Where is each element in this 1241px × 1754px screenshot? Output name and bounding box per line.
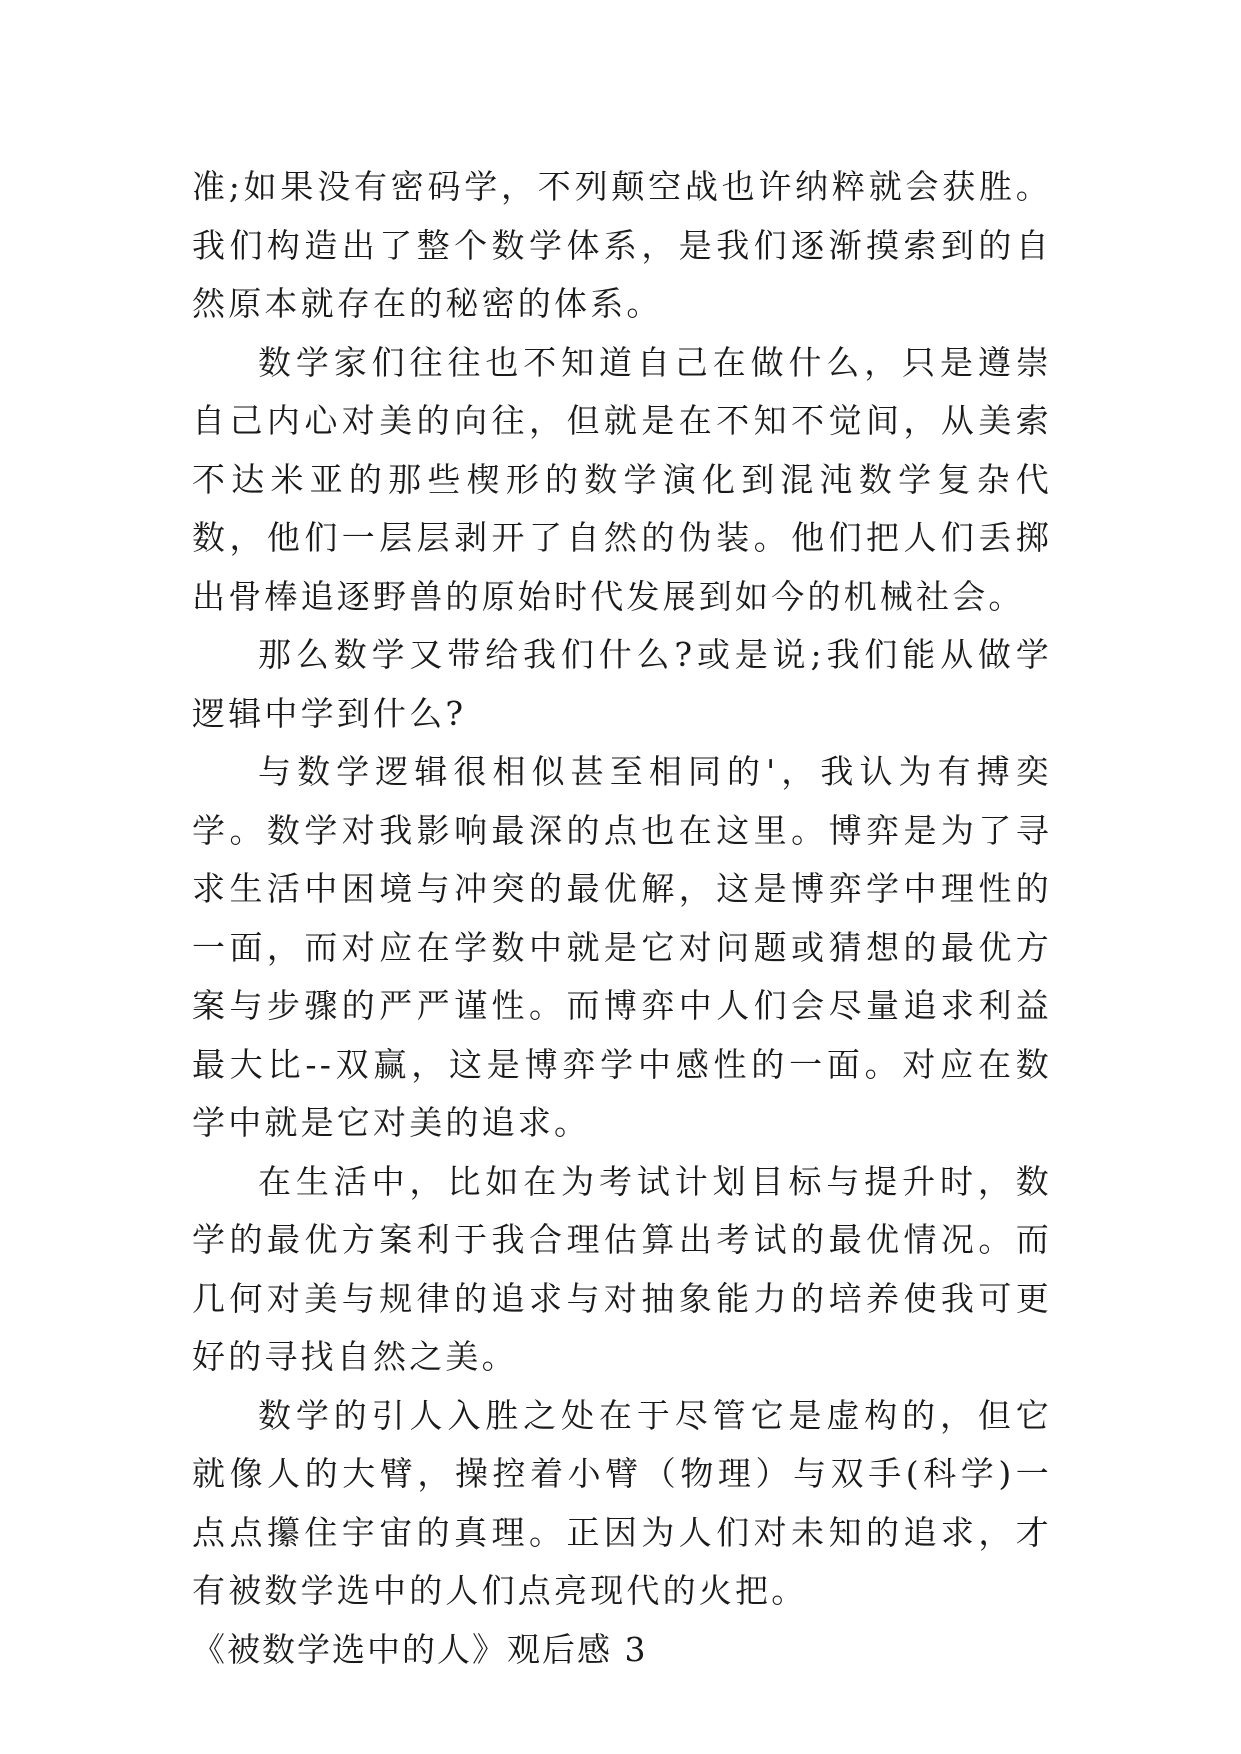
paragraph-daily-life: 在生活中，比如在为考试计划目标与提升时，数学的最优方案利于我合理估算出考试的最优情况。而几何对美与规律的追求与对抽象能力的培养使我可更好的寻找自然之美。 [192, 1161, 1052, 1376]
paragraph-game-theory: 与数学逻辑很相似甚至相同的'，我认为有搏奕学。数学对我影响最深的点也在这里。博弈是为了寻求生活中困境与冲突的最优解，这是博弈学中理性的一面，而对应在学数中就是它对问题或猜想的最优方案与步骤的严严谨性。而博弈中人们会尽量追求利益最大比--双赢，这是博弈学中感性的一面。对应在数学中就是它对美的追求。 [192, 752, 1052, 1142]
paragraph-mathematicians: 数学家们往往也不知道自己在做什么，只是遵崇自己内心对美的向往，但就是在不知不觉间，从美索不达米亚的那些楔形的数学演化到混沌数学复杂代数，他们一层层剥开了自然的伪装。他们把人们丢掷出骨棒追逐野兽的原始时代发展到如今的机械社会。 [192, 342, 1052, 616]
paragraph-continued: 准;如果没有密码学，不列颠空战也许纳粹就会获胜。我们构造出了整个数学体系，是我们逐渐摸索到的自然原本就存在的秘密的体系。 [192, 167, 1052, 323]
paragraph-conclusion: 数学的引人入胜之处在于尽管它是虚构的，但它就像人的大臂，操控着小臂（物理）与双手(科学)一点点攥住宇宙的真理。正因为人们对未知的追求，才有被数学选中的人们点亮现代的火把。 [192, 1395, 1052, 1610]
paragraph-question: 那么数学又带给我们什么?或是说;我们能从做学逻辑中学到什么? [192, 635, 1052, 733]
document-body [192, 158, 1052, 1679]
section-title: 《被数学选中的人》观后感 3 [192, 1629, 648, 1669]
